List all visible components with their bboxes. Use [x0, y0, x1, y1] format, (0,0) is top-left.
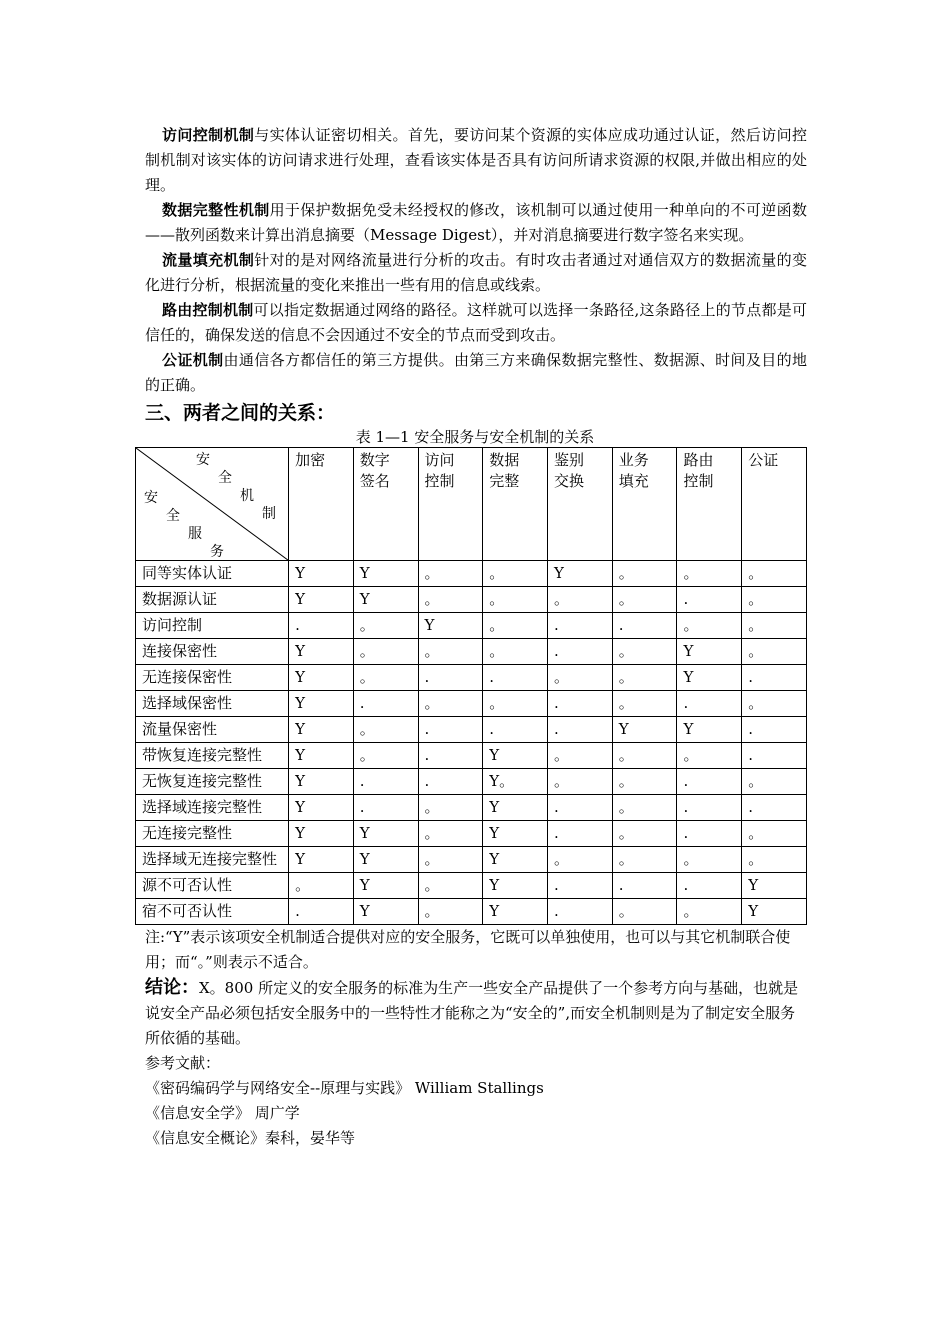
table-cell: 。	[742, 587, 807, 613]
table-cell: Y	[483, 743, 548, 769]
table-cell: 。	[418, 639, 483, 665]
table-cell: Y	[742, 873, 807, 899]
table-row	[136, 795, 807, 821]
table-cell: Y	[289, 717, 354, 743]
table-cell: Y	[353, 873, 418, 899]
corner-label: 安	[196, 452, 210, 468]
table-cell: Y	[289, 847, 354, 873]
table-cell: 。	[418, 691, 483, 717]
text: 针对的是对网络流量进行分析的攻击。有时攻击者通过对通信双方的数据流量的变化进行分析，根据流量的变化来推出一些有用的信息或线索。	[145, 251, 807, 294]
table-cell: .	[677, 873, 742, 899]
term: 路由控制机制	[162, 301, 254, 319]
corner-label: 制	[262, 506, 276, 522]
table-cell: 。	[677, 561, 742, 587]
table-cell: .	[483, 717, 548, 743]
table-cell: 。	[548, 847, 613, 873]
table-cell: Y	[353, 561, 418, 587]
paragraph-notarization	[145, 348, 807, 398]
service-name: 带恢复连接完整性	[136, 743, 289, 769]
paragraph-access-control	[145, 123, 807, 198]
corner-label: 务	[210, 544, 224, 560]
table-cell: 。	[418, 821, 483, 847]
text: 用于保护数据免受未经授权的修改，该机制可以通过使用一种单向的不可逆函数——散列函数来计算出消息摘要（Message Digest），并对消息摘要进行数字签名来实现。	[145, 201, 807, 244]
service-name: 数据源认证	[136, 587, 289, 613]
table-cell: 。	[353, 613, 418, 639]
table-cell: Y	[289, 743, 354, 769]
service-name: 连接保密性	[136, 639, 289, 665]
table-row	[136, 717, 807, 743]
column-header	[353, 448, 418, 561]
table-cell: Y	[289, 587, 354, 613]
corner-label: 全	[218, 470, 232, 486]
table-cell: Y	[353, 847, 418, 873]
table-cell: Y	[612, 717, 677, 743]
table-cell: Y	[677, 665, 742, 691]
column-header	[548, 448, 613, 561]
column-header-line: 访问	[424, 451, 455, 469]
table-cell: .	[418, 769, 483, 795]
column-header-line: 控制	[683, 472, 714, 490]
column-header-line: 业务	[618, 451, 649, 469]
table-cell: .	[418, 743, 483, 769]
corner-label: 全	[166, 508, 180, 524]
table-cell: Y	[483, 873, 548, 899]
table-cell: .	[289, 899, 354, 925]
table-cell: .	[289, 613, 354, 639]
table-cell: .	[418, 665, 483, 691]
table-cell: 。	[483, 613, 548, 639]
table-cell: 。	[548, 665, 613, 691]
table-cell: .	[483, 665, 548, 691]
table-cell: Y	[483, 795, 548, 821]
table-cell: 。	[418, 899, 483, 925]
table-cell: Y	[677, 717, 742, 743]
column-header	[612, 448, 677, 561]
table-cell: 。	[483, 639, 548, 665]
table-row	[136, 899, 807, 925]
conclusion-text: X。800 所定义的安全服务的标准为生产一些安全产品提供了一个参考方向与基础，也就是说安全产品必须包括安全服务中的一些特性才能称之为“安全的”,而安全机制则是为了制定安全服务所依循的基础。	[145, 979, 799, 1047]
column-header-line: 数据	[489, 451, 520, 469]
table-cell: 。	[612, 743, 677, 769]
table-cell: .	[548, 899, 613, 925]
table-cell: 。	[612, 665, 677, 691]
service-name: 无连接完整性	[136, 821, 289, 847]
column-header-line: 鉴别	[554, 451, 585, 469]
reference-item: 《密码编码学与网络安全--原理与实践》 William Stallings	[145, 1079, 544, 1097]
table-cell: 。	[353, 665, 418, 691]
text: 可以指定数据通过网络的路径。这样就可以选择一条路径,这条路径上的节点都是可信任的，确保发送的信息不会因通过不安全的节点而受到攻击。	[145, 301, 807, 344]
table-cell: .	[548, 613, 613, 639]
table-cell: Y	[289, 691, 354, 717]
table-cell: 。	[418, 587, 483, 613]
table-cell: Y	[289, 561, 354, 587]
content-column	[142, 123, 807, 1151]
relation-table	[135, 447, 807, 925]
column-header	[483, 448, 548, 561]
table-row	[136, 847, 807, 873]
reference-item: 《信息安全概论》秦科，晏华等	[145, 1129, 356, 1147]
table-cell: Y	[418, 613, 483, 639]
table-cell: .	[418, 717, 483, 743]
table-cell: .	[353, 769, 418, 795]
table-cell: 。	[742, 769, 807, 795]
text: 由通信各方都信任的第三方提供。由第三方来确保数据完整性、数据源、时间及目的地的正确。	[145, 351, 807, 394]
corner-cell	[136, 448, 289, 561]
service-name: 同等实体认证	[136, 561, 289, 587]
column-header	[418, 448, 483, 561]
table-cell: Y	[289, 821, 354, 847]
table-cell: .	[677, 691, 742, 717]
service-name: 流量保密性	[136, 717, 289, 743]
table-row	[136, 743, 807, 769]
table-cell: 。	[612, 847, 677, 873]
table-cell: 。	[548, 769, 613, 795]
table-cell: .	[612, 613, 677, 639]
column-header-line: 加密	[295, 451, 326, 469]
conclusion	[145, 975, 807, 1051]
paragraph-routing-control	[145, 298, 807, 348]
table-row	[136, 587, 807, 613]
table-cell: Y	[353, 821, 418, 847]
table-cell: Y。	[483, 769, 548, 795]
table-row	[136, 691, 807, 717]
table-cell: Y	[742, 899, 807, 925]
reference-item: 《信息安全学》 周广学	[145, 1104, 300, 1122]
column-header-line: 签名	[359, 472, 390, 490]
table-cell: 。	[418, 873, 483, 899]
corner-label: 服	[188, 526, 202, 542]
service-name: 宿不可否认性	[136, 899, 289, 925]
table-cell: .	[548, 691, 613, 717]
table-cell: 。	[483, 587, 548, 613]
table-cell: .	[612, 873, 677, 899]
column-header-line: 完整	[489, 472, 520, 490]
term: 公证机制	[162, 351, 224, 369]
table-cell: Y	[548, 561, 613, 587]
table-cell: Y	[289, 665, 354, 691]
table-cell: 。	[742, 561, 807, 587]
table-cell: 。	[677, 847, 742, 873]
table-cell: Y	[677, 639, 742, 665]
table-cell: 。	[612, 691, 677, 717]
table-cell: 。	[353, 717, 418, 743]
table-cell: 。	[612, 561, 677, 587]
paragraph-traffic-padding	[145, 248, 807, 298]
table-note: 注:“Y”表示该项安全机制适合提供对应的安全服务，它既可以单独使用，也可以与其它机制联合使用；而“。”则表示不适合。	[145, 928, 791, 971]
term: 流量填充机制	[162, 251, 255, 269]
table-cell: 。	[548, 587, 613, 613]
table-cell: Y	[353, 587, 418, 613]
table-cell: 。	[289, 873, 354, 899]
table-caption: 表 1—1 安全服务与安全机制的关系	[355, 428, 595, 446]
table-cell: Y	[289, 639, 354, 665]
table-cell: 。	[418, 561, 483, 587]
table-cell: .	[742, 717, 807, 743]
table-cell: .	[548, 717, 613, 743]
column-header-line: 控制	[424, 472, 455, 490]
service-name: 选择域连接完整性	[136, 795, 289, 821]
column-header	[677, 448, 742, 561]
corner-label: 安	[144, 490, 158, 506]
table-row	[136, 769, 807, 795]
table-cell: 。	[742, 639, 807, 665]
table-cell: .	[677, 821, 742, 847]
conclusion-label: 结论：	[145, 977, 199, 998]
table-cell: .	[548, 639, 613, 665]
table-cell: .	[548, 821, 613, 847]
table-cell: .	[677, 795, 742, 821]
column-header-line: 公证	[748, 451, 779, 469]
table-cell: 。	[612, 587, 677, 613]
table-cell: 。	[742, 847, 807, 873]
table-cell: 。	[353, 743, 418, 769]
table-cell: 。	[418, 847, 483, 873]
table-cell: 。	[548, 743, 613, 769]
table-cell: .	[742, 795, 807, 821]
service-name: 选择域无连接完整性	[136, 847, 289, 873]
table-cell: 。	[353, 639, 418, 665]
table-cell: 。	[418, 795, 483, 821]
table-cell: 。	[612, 821, 677, 847]
corner-label: 机	[240, 488, 254, 504]
table-cell: .	[353, 691, 418, 717]
table-cell: 。	[483, 691, 548, 717]
table-cell: .	[548, 873, 613, 899]
table-cell: 。	[612, 769, 677, 795]
service-name: 选择域保密性	[136, 691, 289, 717]
table-row	[136, 561, 807, 587]
table-row	[136, 665, 807, 691]
service-name: 源不可否认性	[136, 873, 289, 899]
table-cell: Y	[353, 899, 418, 925]
table-row	[136, 873, 807, 899]
table-row	[136, 613, 807, 639]
section-title: 三、两者之间的关系：	[145, 402, 336, 424]
table-cell: Y	[483, 821, 548, 847]
term: 访问控制机制	[162, 126, 255, 144]
table-cell: .	[677, 769, 742, 795]
column-header-line: 路由	[683, 451, 714, 469]
table-cell: .	[353, 795, 418, 821]
column-header-line: 数字	[359, 451, 390, 469]
table-cell: 。	[742, 691, 807, 717]
term: 数据完整性机制	[162, 201, 270, 219]
table-cell: 。	[612, 639, 677, 665]
table-cell: .	[742, 665, 807, 691]
column-header	[742, 448, 807, 561]
service-name: 无连接保密性	[136, 665, 289, 691]
service-name: 无恢复连接完整性	[136, 769, 289, 795]
table-cell: Y	[289, 769, 354, 795]
table-cell: 。	[612, 899, 677, 925]
table-cell: .	[742, 743, 807, 769]
service-name: 访问控制	[136, 613, 289, 639]
table-cell: 。	[612, 795, 677, 821]
table-cell: 。	[677, 743, 742, 769]
column-header	[289, 448, 354, 561]
paragraph-data-integrity	[145, 198, 807, 248]
table-cell: Y	[289, 795, 354, 821]
table-row	[136, 639, 807, 665]
table-cell: .	[677, 587, 742, 613]
table-cell: 。	[677, 899, 742, 925]
table-cell: .	[548, 795, 613, 821]
references-title: 参考文献：	[145, 1054, 221, 1072]
table-cell: 。	[677, 613, 742, 639]
text: 与实体认证密切相关。首先，要访问某个资源的实体应成功通过认证，然后访问控制机制对该实体的访问请求进行处理，查看该实体是否具有访问所请求资源的权限,并做出相应的处理。	[145, 126, 807, 194]
table-cell: 。	[742, 613, 807, 639]
column-header-line: 交换	[554, 472, 585, 490]
table-cell: 。	[483, 561, 548, 587]
table-cell: Y	[483, 847, 548, 873]
table-row	[136, 821, 807, 847]
table-cell: Y	[483, 899, 548, 925]
table-cell: 。	[742, 821, 807, 847]
table-header-row	[136, 448, 807, 561]
column-header-line: 填充	[618, 472, 649, 490]
